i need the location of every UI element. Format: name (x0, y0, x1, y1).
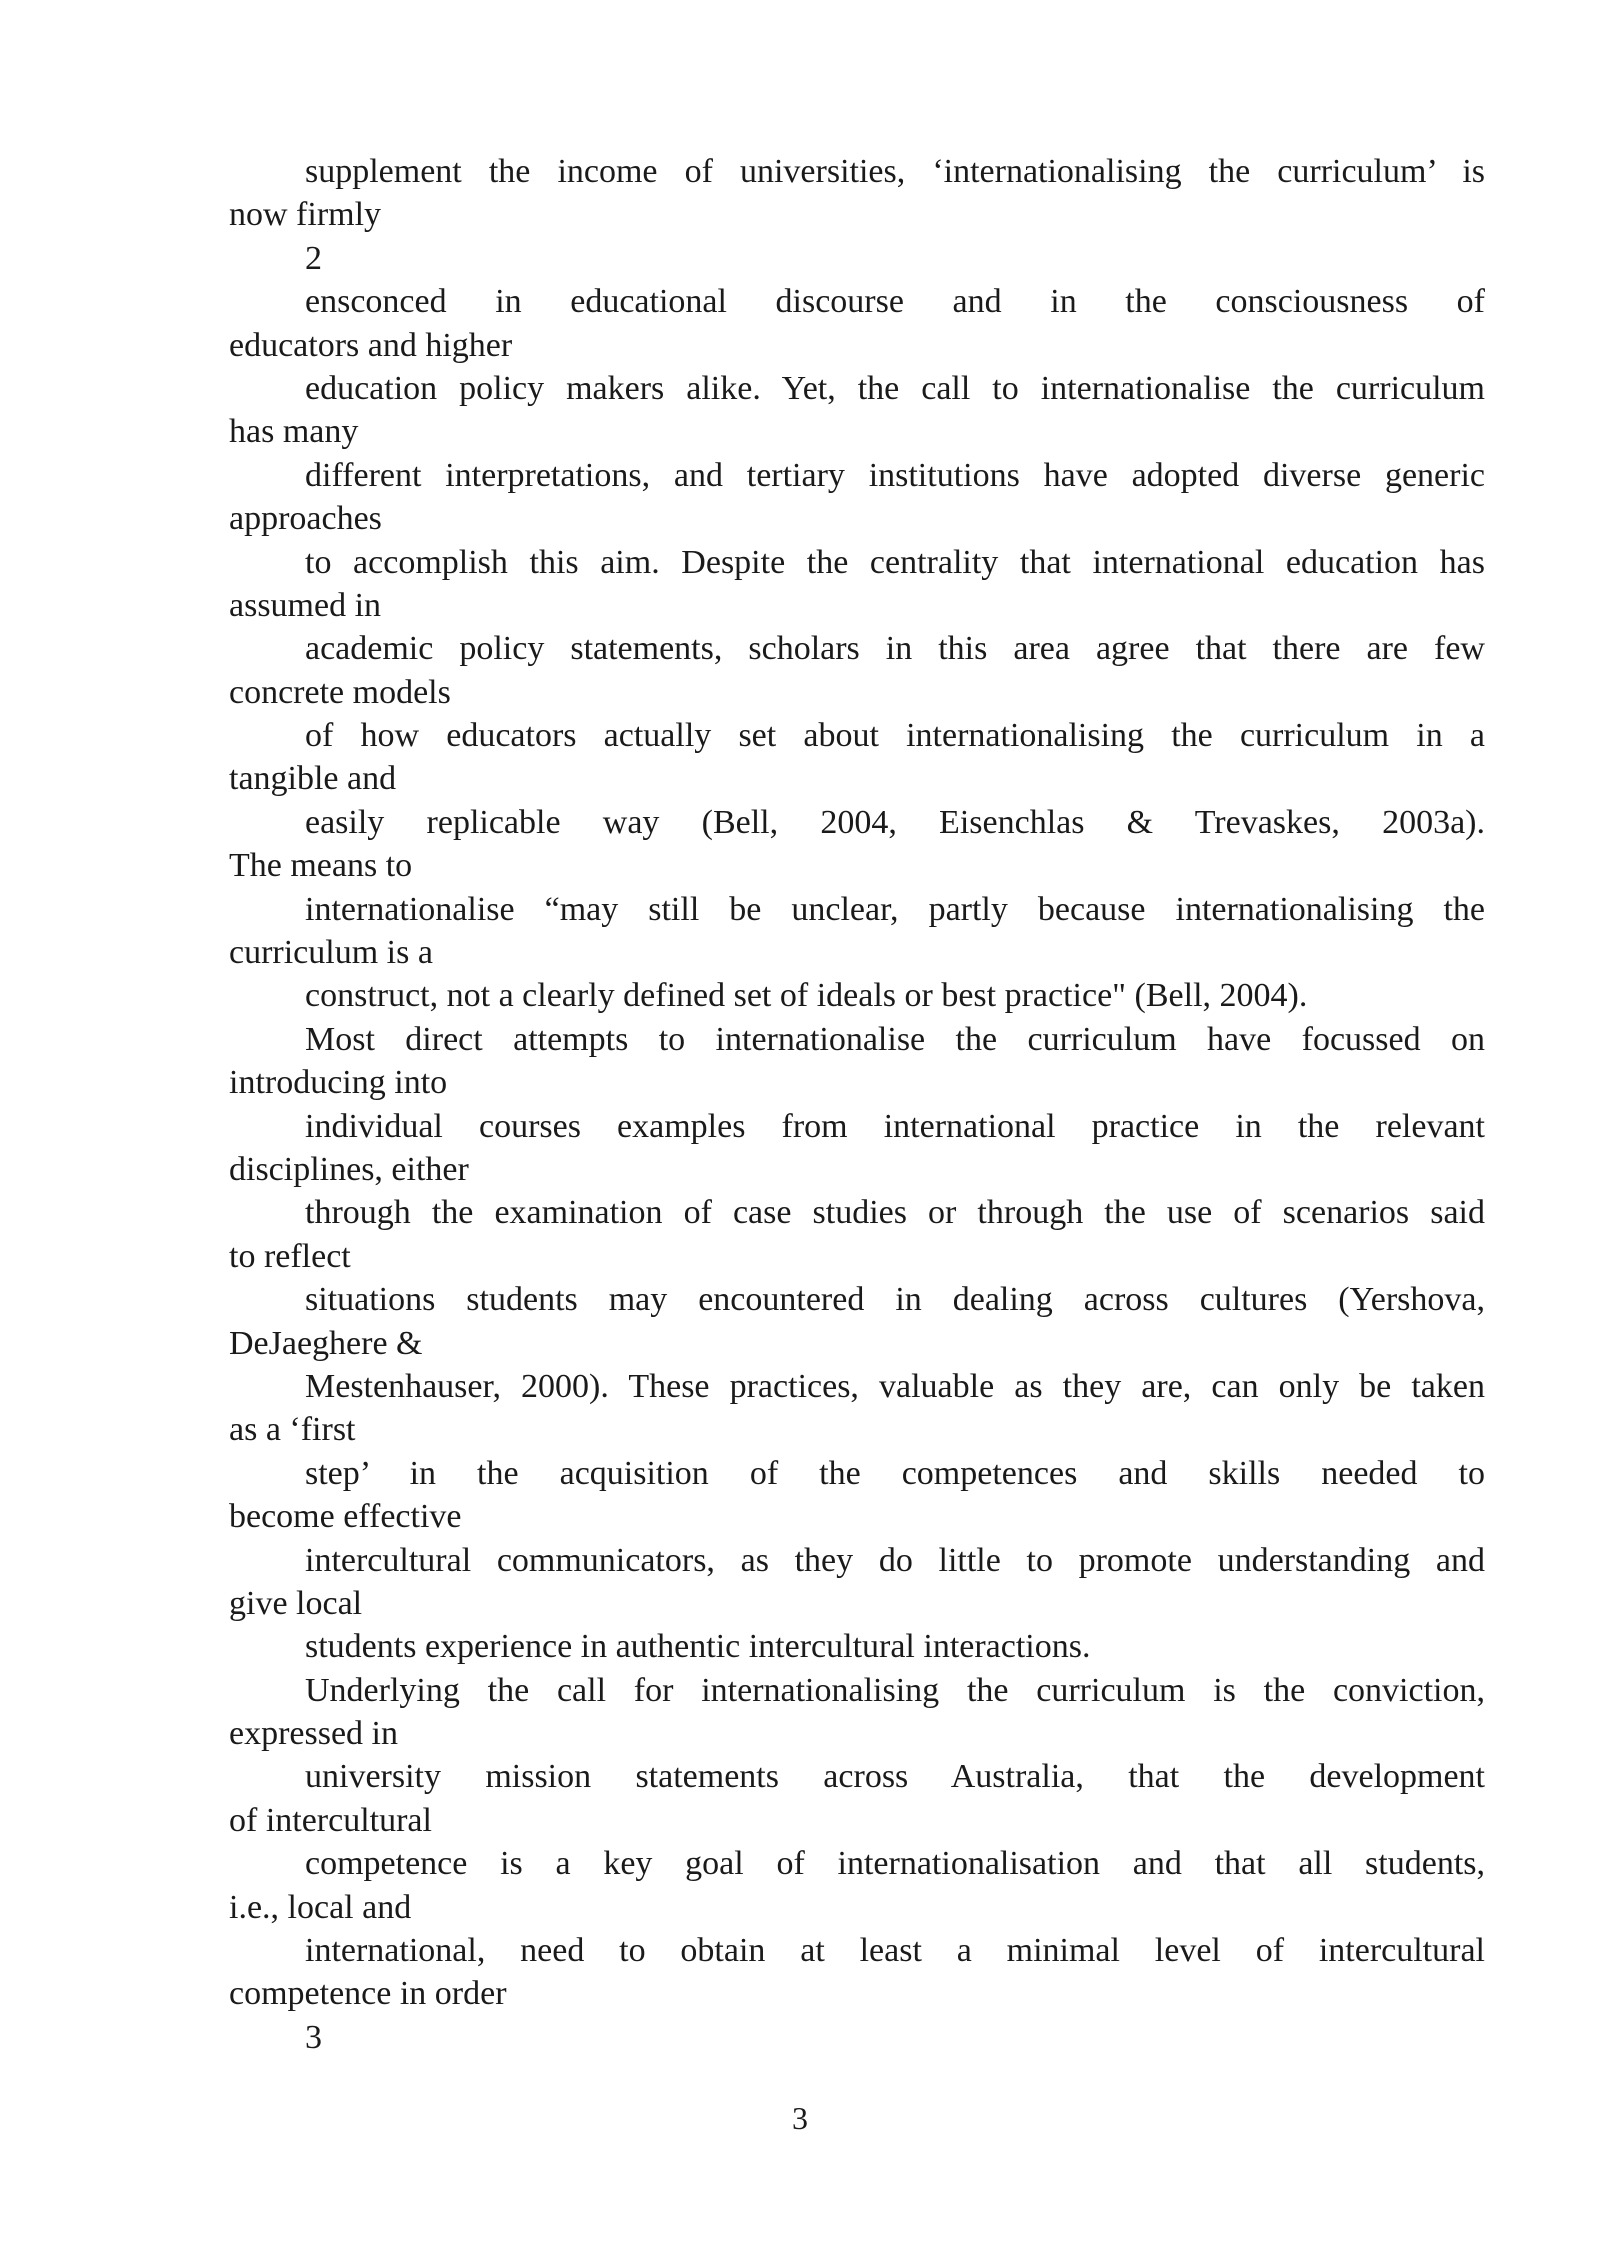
text-line: students experience in authentic intercultural interactions. (305, 1628, 1091, 1666)
text-line: academic policy statements, scholars in this area agree that there are few (305, 630, 1485, 668)
text-line: The means to (229, 847, 413, 885)
body-text (229, 150, 1485, 2059)
text-line: internationalise “may still be unclear, partly because internationalising the (305, 890, 1485, 928)
page-number: 3 (792, 2100, 808, 2136)
text-line: give local (229, 1584, 363, 1622)
text-line: education policy makers alike. Yet, the call to internationalise the curriculum (305, 369, 1485, 407)
text-line: intercultural communicators, as they do little to promote understanding and (305, 1541, 1485, 1579)
text-line: disciplines, either (229, 1150, 469, 1188)
text-line: introducing into (229, 1064, 448, 1102)
text-line: of how educators actually set about internationalising the curriculum in a (305, 717, 1485, 755)
text-line: i.e., local and (229, 1888, 412, 1926)
text-line: expressed in (229, 1715, 399, 1753)
text-line: ensconced in educational discourse and in the consciousness of (305, 283, 1485, 321)
text-line: Mestenhauser, 2000). These practices, valuable as they are, can only be taken (305, 1367, 1485, 1405)
text-line: educators and higher (229, 326, 513, 364)
text-line: international, need to obtain at least a minimal level of intercultural (305, 1932, 1485, 1970)
text-line: now firmly (229, 196, 382, 234)
text-line: step’ in the acquisition of the competences and skills needed to (305, 1454, 1485, 1492)
text-line: university mission statements across Australia, that the development (305, 1758, 1485, 1796)
text-line: tangible and (229, 760, 397, 798)
text-line: concrete models (229, 673, 451, 711)
text-line: Most direct attempts to internationalise the curriculum have focussed on (305, 1020, 1485, 1058)
text-line: DeJaeghere & (229, 1324, 423, 1362)
text-line: through the examination of case studies or through the use of scenarios said (305, 1194, 1485, 1232)
text-line: approaches (229, 500, 382, 538)
text-line: competence is a key goal of internationalisation and that all students, (305, 1845, 1485, 1883)
text-line: become effective (229, 1498, 462, 1536)
text-line: 2 (305, 239, 322, 277)
text-line: to reflect (229, 1237, 351, 1275)
text-line: supplement the income of universities, ‘internationalising the curriculum’ is (305, 153, 1485, 190)
text-line: 3 (305, 2018, 322, 2056)
text-line: easily replicable way (Bell, 2004, Eisenchlas & Trevaskes, 2003a). (305, 803, 1485, 841)
text-line: as a ‘first (229, 1411, 356, 1449)
text-line: curriculum is a (229, 934, 433, 972)
text-line: of intercultural (229, 1801, 432, 1839)
text-line: competence in order (229, 1975, 507, 2013)
text-line: assumed in (229, 586, 382, 624)
text-line: Underlying the call for internationalising the curriculum is the conviction, (305, 1671, 1485, 1709)
text-line: construct, not a clearly defined set of ideals or best practice" (Bell, 2004). (305, 977, 1308, 1015)
text-line: individual courses examples from international practice in the relevant (305, 1107, 1485, 1145)
text-line: different interpretations, and tertiary institutions have adopted diverse generic (305, 456, 1485, 494)
text-line: situations students may encountered in dealing across cultures (Yershova, (305, 1281, 1485, 1319)
text-line: has many (229, 413, 359, 451)
text-line: to accomplish this aim. Despite the centrality that international education has (305, 543, 1485, 581)
